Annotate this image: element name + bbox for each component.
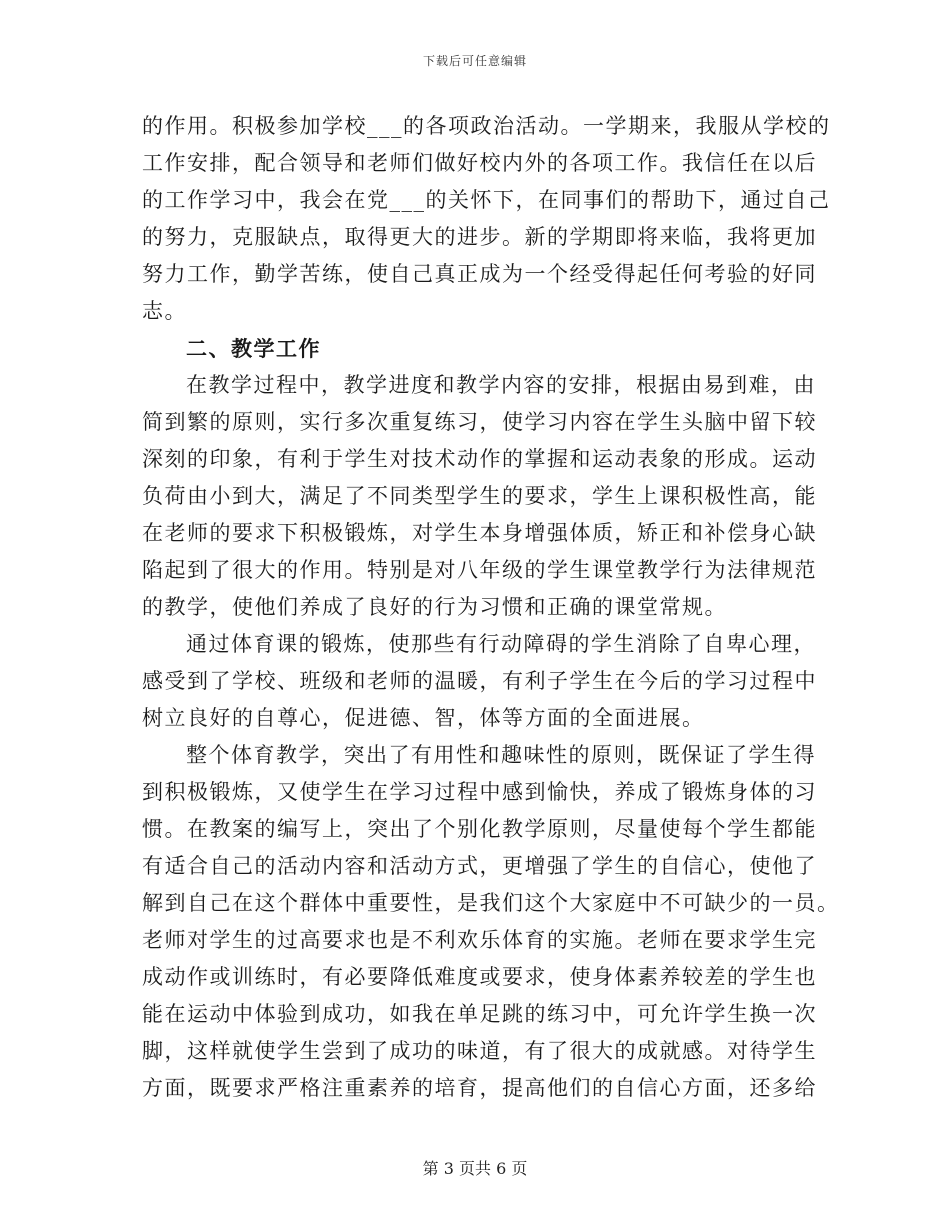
text-line: 的作用。积极参加学校___的各项政治活动。一学期来，我服从学校的 [142,114,831,138]
text-line: 有适合自己的活动内容和活动方式，更增强了学生的自信心，使他了 [142,854,817,878]
text-line: 负荷由小到大，满足了不同类型学生的要求，学生上课积极性高，能 [142,484,817,508]
text-line: 努力工作，勤学苦练，使自己真正成为一个经受得起任何考验的好同 [142,262,817,286]
document-body [142,108,840,1107]
text-line: 整个体育教学，突出了有用性和趣味性的原则，既保证了学生得 [186,743,816,767]
text-line: 感受到了学校、班级和老师的温暖，有利子学生在今后的学习过程中 [142,669,817,693]
text-line: 老师对学生的过高要求也是不利欢乐体育的实施。老师在要求学生完 [142,928,817,952]
page-header: 下载后可任意编辑 [422,54,527,68]
text-line: 在老师的要求下积极锻炼，对学生本身增强体质，矫正和补偿身心缺 [142,521,817,545]
page-number: 第 3 页共 6 页 [422,1159,528,1178]
text-line: 陷起到了很大的作用。特别是对八年级的学生课堂教学行为法律规范 [142,558,817,582]
text-line: 解到自己在这个群体中重要性，是我们这个大家庭中不可缺少的一员。 [142,891,840,915]
text-line: 的教学，使他们养成了良好的行为习惯和正确的课堂常规。 [142,595,727,619]
text-line: 脚，这样就使学生尝到了成功的味道，有了很大的成就感。对待学生 [142,1039,817,1063]
text-line: 到积极锻炼，又使学生在学习过程中感到愉快，养成了锻炼身体的习 [142,780,817,804]
text-line: 能在运动中体验到成功，如我在单足跳的练习中，可允许学生换一次 [142,1002,817,1026]
text-line: 工作安排，配合领导和老师们做好校内外的各项工作。我信任在以后 [142,151,817,175]
text-line: 志。 [142,299,187,323]
text-line: 在教学过程中，教学进度和教学内容的安排，根据由易到难，由 [186,373,816,397]
section-heading: 二、教学工作 [186,336,321,361]
text-line: 的工作学习中，我会在党___的关怀下，在同事们的帮助下，通过自己 [142,188,831,212]
text-line: 方面，既要求严格注重素养的培育，提高他们的自信心方面，还多给 [142,1076,817,1100]
text-line: 深刻的印象，有利于学生对技术动作的掌握和运动表象的形成。运动 [142,447,817,471]
text-line: 成动作或训练时，有必要降低难度或要求，使身体素养较差的学生也 [142,965,817,989]
text-line: 惯。在教案的编写上，突出了个别化教学原则，尽量使每个学生都能 [142,817,817,841]
text-line: 通过体育课的锻炼，使那些有行动障碍的学生消除了自卑心理， [186,632,816,656]
text-line: 简到繁的原则，实行多次重复练习，使学习内容在学生头脑中留下较 [142,410,817,434]
text-line: 树立良好的自尊心，促进德、智，体等方面的全面进展。 [142,706,705,730]
text-line: 的努力，克服缺点，取得更大的进步。新的学期即将来临，我将更加 [142,225,817,249]
